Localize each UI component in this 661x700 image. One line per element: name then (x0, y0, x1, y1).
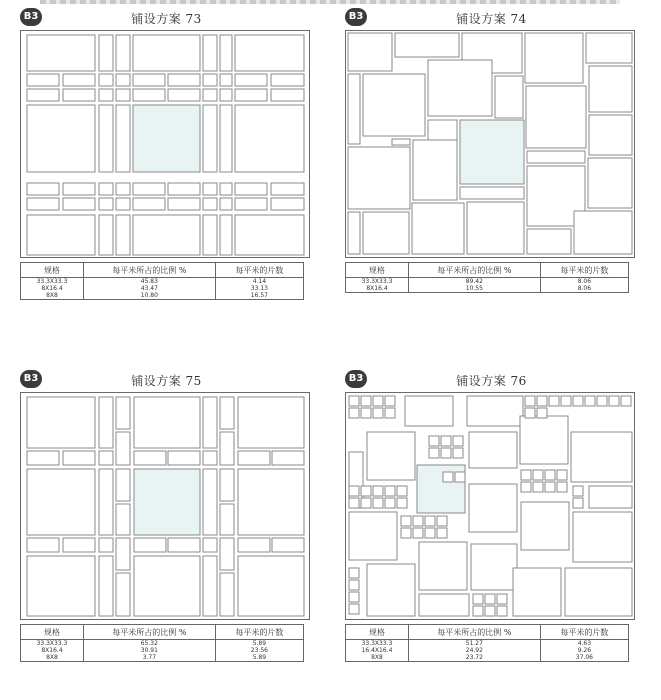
header-pieces: 每平米的片数 (215, 263, 303, 278)
table-row (21, 285, 304, 292)
table-row (21, 647, 304, 654)
header-size: 规格 (346, 625, 409, 640)
tile-layout-75 (20, 392, 310, 620)
spec-table (20, 262, 304, 300)
tile-layout-73 (20, 30, 310, 258)
header-size: 规格 (21, 625, 84, 640)
cell-pieces: 8.06 (540, 285, 628, 293)
header-pieces: 每平米的片数 (540, 625, 628, 640)
cell-ratio: 10.80 (83, 292, 215, 300)
cell-ratio: 65.32 (83, 640, 215, 648)
cell-pieces: 33.13 (215, 285, 303, 292)
cell-pieces: 4.14 (215, 278, 303, 286)
cell-size: 16.4X16.4 (346, 647, 409, 654)
badge: B3 (345, 8, 367, 26)
cell-ratio: 45.83 (83, 278, 215, 286)
panel-header (20, 368, 313, 392)
cell-ratio: 10.55 (408, 285, 540, 293)
panel-title: 铺设方案 74 (456, 12, 527, 26)
cropped-header-strip (40, 0, 620, 4)
cell-pieces: 9.26 (540, 647, 628, 654)
cell-size: 33.3X33.3 (346, 278, 409, 286)
table-row (346, 647, 629, 654)
panel-title: 铺设方案 73 (131, 12, 202, 26)
header-area-ratio: 每平米所占的比例 % (83, 263, 215, 278)
panel-header (20, 6, 313, 30)
panel-header (345, 6, 638, 30)
cell-pieces: 4.63 (540, 640, 628, 648)
cell-pieces: 5.89 (215, 654, 303, 662)
layout-panel-73 (20, 6, 313, 302)
tile-layout-76 (345, 392, 635, 620)
spec-table (345, 262, 629, 293)
cell-ratio: 51.27 (408, 640, 540, 648)
table-row (21, 640, 304, 648)
header-area-ratio: 每平米所占的比例 % (408, 625, 540, 640)
header-area-ratio: 每平米所占的比例 % (83, 625, 215, 640)
table-row (21, 654, 304, 662)
cell-pieces: 16.57 (215, 292, 303, 300)
layout-panel-75 (20, 368, 313, 664)
panel-header (345, 368, 638, 392)
cell-size: 8X8 (21, 292, 84, 300)
header-pieces: 每平米的片数 (540, 263, 628, 278)
table-row (346, 278, 629, 286)
layout-panel-76 (345, 368, 638, 664)
cell-size: 8X8 (346, 654, 409, 662)
header-size: 规格 (21, 263, 84, 278)
header-pieces: 每平米的片数 (215, 625, 303, 640)
cell-size: 8X16.4 (21, 285, 84, 292)
cell-ratio: 3.77 (83, 654, 215, 662)
cell-pieces: 5.89 (215, 640, 303, 648)
table-row (346, 285, 629, 293)
cell-ratio: 89.42 (408, 278, 540, 286)
table-row (21, 278, 304, 286)
panel-title: 铺设方案 75 (131, 374, 202, 388)
cell-pieces: 37.06 (540, 654, 628, 662)
table-row (346, 654, 629, 662)
table-row (346, 640, 629, 648)
badge: B3 (20, 370, 42, 388)
header-size: 规格 (346, 263, 409, 278)
layout-panel-74 (345, 6, 638, 302)
cell-size: 33.3X33.3 (21, 278, 84, 286)
cell-size: 33.3X33.3 (346, 640, 409, 648)
cell-ratio: 30.91 (83, 647, 215, 654)
header-area-ratio: 每平米所占的比例 % (408, 263, 540, 278)
cell-size: 8X16.4 (21, 647, 84, 654)
cell-size: 8X8 (21, 654, 84, 662)
table-row (21, 292, 304, 300)
cell-ratio: 24.92 (408, 647, 540, 654)
tile-layout-74 (345, 30, 635, 258)
cell-size: 8X16.4 (346, 285, 409, 293)
cell-pieces: 8.06 (540, 278, 628, 286)
badge: B3 (345, 370, 367, 388)
spec-table (20, 624, 304, 662)
badge: B3 (20, 8, 42, 26)
cell-size: 33.3X33.3 (21, 640, 84, 648)
cell-pieces: 23.56 (215, 647, 303, 654)
cell-ratio: 43.47 (83, 285, 215, 292)
spec-table (345, 624, 629, 662)
cell-ratio: 23.72 (408, 654, 540, 662)
panel-title: 铺设方案 76 (456, 374, 527, 388)
